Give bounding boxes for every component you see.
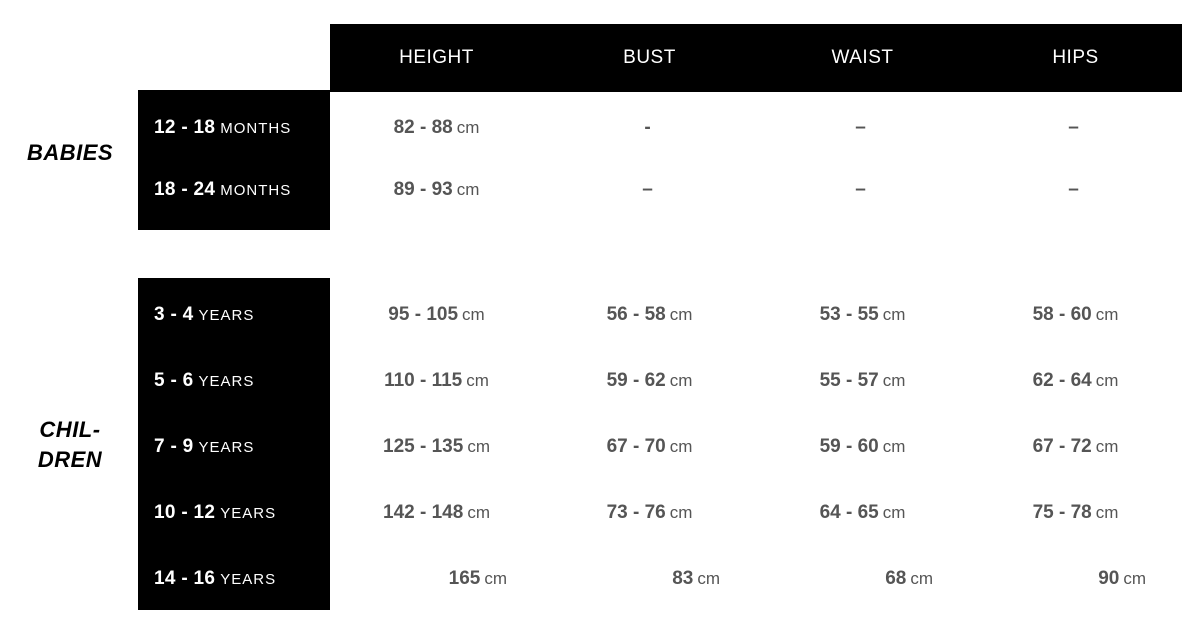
age-unit: YEARS: [220, 571, 277, 588]
cell-unit: cm: [1095, 503, 1119, 522]
cell-height: [330, 117, 543, 139]
cell-value: 110 - 115: [384, 370, 463, 391]
cell-value: 64 - 65: [819, 502, 879, 523]
cell-value: -: [644, 117, 651, 138]
table-header-row: [330, 24, 1182, 92]
age-cell: [138, 117, 330, 139]
table-row: [138, 482, 1182, 544]
age-unit: YEARS: [198, 373, 255, 390]
cell-value: 165: [448, 568, 481, 589]
cell-hips: [969, 568, 1182, 590]
cell-value: 82 - 88: [393, 117, 453, 138]
cell-value: 68: [885, 568, 907, 589]
cell-hips: [969, 304, 1182, 326]
column-header-bust: BUST: [623, 47, 676, 68]
cell-value: –: [1068, 117, 1079, 138]
cell-unit: cm: [882, 437, 906, 456]
group-label-children-line1: CHIL-: [39, 417, 101, 442]
cell-unit: cm: [669, 503, 693, 522]
cell-value: 53 - 55: [819, 304, 879, 325]
cell-unit: cm: [1123, 569, 1146, 588]
table-row: [138, 284, 1182, 346]
age-range: 14 - 16: [154, 568, 216, 589]
cell-value: 95 - 105: [388, 304, 459, 325]
age-unit: MONTHS: [220, 120, 292, 137]
age-unit: YEARS: [198, 307, 255, 324]
cell-value: –: [642, 179, 653, 200]
measurement-cells: [330, 179, 1182, 201]
cell-value: 59 - 62: [606, 370, 666, 391]
cell-waist: [756, 370, 969, 392]
cell-unit: cm: [484, 569, 507, 588]
age-range: 18 - 24: [154, 179, 216, 200]
cell-unit: cm: [1095, 371, 1119, 390]
age-range: 5 - 6: [154, 370, 194, 391]
cell-bust: [543, 117, 756, 139]
cell-waist: [756, 304, 969, 326]
cell-value: –: [855, 117, 866, 138]
cell-bust: [543, 568, 756, 590]
cell-height: [330, 502, 543, 524]
cell-unit: cm: [882, 305, 906, 324]
cell-value: 56 - 58: [606, 304, 666, 325]
cell-waist: [756, 179, 969, 201]
table-row: [138, 548, 1182, 610]
cell-unit: cm: [910, 569, 933, 588]
measurement-cells: [330, 304, 1182, 326]
cell-unit: cm: [467, 437, 490, 456]
cell-unit: cm: [882, 503, 906, 522]
cell-unit: cm: [1095, 305, 1119, 324]
group-label-children: [0, 415, 140, 474]
cell-height: [330, 568, 543, 590]
cell-value: –: [1068, 179, 1079, 200]
measurement-cells: [330, 370, 1182, 392]
age-range: 10 - 12: [154, 502, 216, 523]
column-header-waist: WAIST: [831, 47, 894, 68]
cell-value: 58 - 60: [1032, 304, 1092, 325]
table-row: [138, 350, 1182, 412]
age-cell: [138, 502, 330, 524]
cell-unit: cm: [882, 371, 906, 390]
cell-value: 62 - 64: [1032, 370, 1092, 391]
cell-unit: cm: [669, 371, 693, 390]
cell-bust: [543, 436, 756, 458]
cell-hips: [969, 370, 1182, 392]
cell-height: [330, 436, 543, 458]
cell-value: 59 - 60: [819, 436, 879, 457]
age-cell: [138, 436, 330, 458]
measurement-cells: [330, 436, 1182, 458]
cell-unit: cm: [1095, 437, 1119, 456]
cell-value: 83: [672, 568, 694, 589]
cell-unit: cm: [462, 305, 485, 324]
cell-height: [330, 179, 543, 201]
column-header-hips: HIPS: [1052, 47, 1099, 68]
cell-value: 125 - 135: [383, 436, 464, 457]
cell-height: [330, 370, 543, 392]
age-range: 7 - 9: [154, 436, 194, 457]
cell-value: 75 - 78: [1032, 502, 1092, 523]
age-range: 12 - 18: [154, 117, 216, 138]
cell-value: 67 - 72: [1032, 436, 1092, 457]
age-unit: YEARS: [198, 439, 255, 456]
cell-value: 55 - 57: [819, 370, 879, 391]
cell-bust: [543, 304, 756, 326]
cell-unit: cm: [467, 503, 490, 522]
cell-unit: cm: [669, 305, 693, 324]
group-label-children-line2: DREN: [37, 446, 103, 472]
table-row: [138, 416, 1182, 478]
table-row: [138, 97, 1182, 159]
cell-waist: [756, 117, 969, 139]
cell-hips: [969, 436, 1182, 458]
cell-height: [330, 304, 543, 326]
cell-value: 67 - 70: [606, 436, 666, 457]
age-unit: YEARS: [220, 505, 277, 522]
measurement-cells: [330, 502, 1182, 524]
age-cell: [138, 370, 330, 392]
cell-value: 90: [1098, 568, 1120, 589]
cell-hips: [969, 502, 1182, 524]
cell-bust: [543, 179, 756, 201]
age-range: 3 - 4: [154, 304, 194, 325]
cell-bust: [543, 370, 756, 392]
cell-value: –: [855, 179, 866, 200]
measurement-cells: [330, 568, 1182, 590]
cell-value: 142 - 148: [383, 502, 464, 523]
cell-unit: cm: [697, 569, 720, 588]
age-cell: [138, 304, 330, 326]
cell-unit: cm: [456, 180, 480, 199]
cell-unit: cm: [669, 437, 693, 456]
cell-bust: [543, 502, 756, 524]
cell-unit: cm: [456, 118, 480, 137]
measurement-cells: [330, 117, 1182, 139]
table-row: [138, 159, 1182, 221]
age-cell: [138, 568, 330, 590]
cell-value: 73 - 76: [606, 502, 666, 523]
cell-unit: cm: [466, 371, 489, 390]
column-header-height: HEIGHT: [399, 47, 474, 68]
cell-value: 89 - 93: [393, 179, 453, 200]
cell-hips: [969, 117, 1182, 139]
group-label-babies: BABIES: [26, 140, 114, 165]
cell-hips: [969, 179, 1182, 201]
age-unit: MONTHS: [220, 182, 292, 199]
cell-waist: [756, 436, 969, 458]
cell-waist: [756, 502, 969, 524]
cell-waist: [756, 568, 969, 590]
age-cell: [138, 179, 330, 201]
